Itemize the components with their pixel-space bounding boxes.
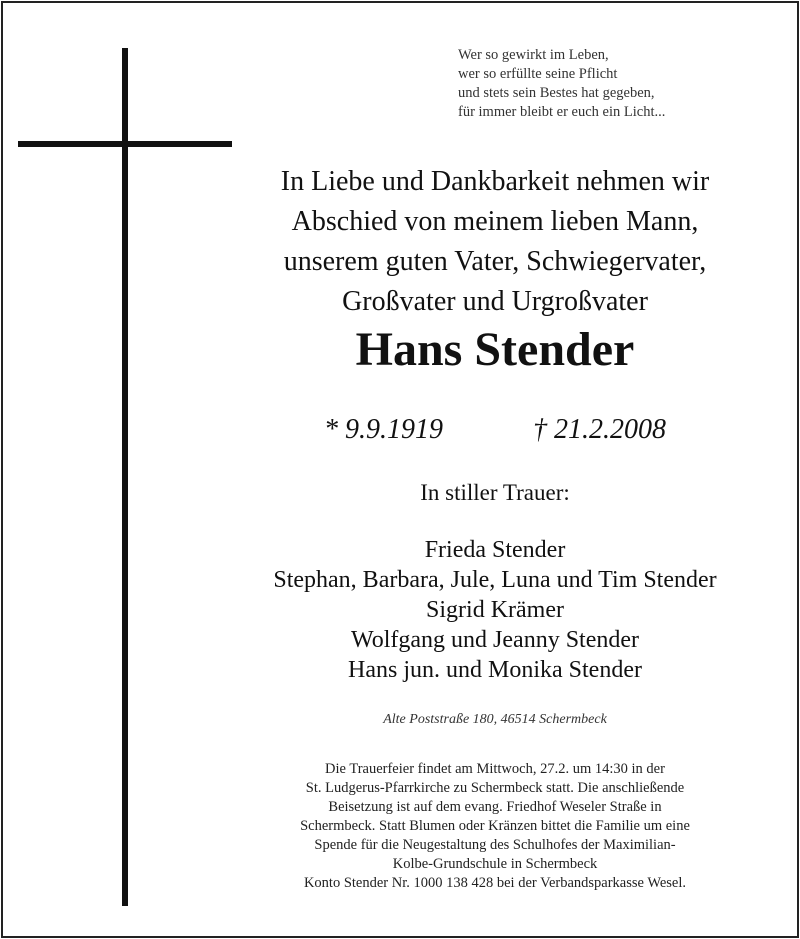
intro-line: Abschied von meinem lieben Mann,	[291, 206, 699, 237]
funeral-details	[190, 760, 800, 893]
family-member: Wolfgang und Jeanny Stender	[351, 627, 639, 653]
intro-line: unserem guten Vater, Schwiegervater,	[283, 246, 707, 277]
death-date: † 21.2.2008	[533, 414, 666, 445]
family-member: Stephan, Barbara, Jule, Luna und Tim Stender	[273, 567, 717, 593]
family-member: Sigrid Krämer	[426, 597, 564, 623]
poem-line: für immer bleibt er euch ein Licht...	[458, 104, 666, 120]
details-line: Spende für die Neugestaltung des Schulhofes der Maximilian-	[314, 837, 676, 853]
cross-vertical-bar	[122, 48, 128, 906]
details-line: Beisetzung ist auf dem evang. Friedhof Weseler Straße in	[328, 799, 662, 815]
mourning-label: In stiller Trauer:	[420, 480, 570, 505]
details-line: Die Trauerfeier findet am Mittwoch, 27.2. um 14:30 in der	[325, 761, 665, 777]
details-line: Kolbe-Grundschule in Schermbeck	[392, 856, 598, 872]
details-line: Schermbeck. Statt Blumen oder Kränzen bittet die Familie um eine	[300, 818, 690, 834]
life-dates	[190, 410, 800, 450]
family-list	[190, 535, 800, 685]
poem-line: Wer so gewirkt im Leben,	[458, 47, 609, 63]
details-line: St. Ludgerus-Pfarrkirche zu Schermbeck statt. Die anschließende	[305, 780, 685, 796]
poem-line: wer so erfüllte seine Pflicht	[458, 66, 618, 82]
cross-horizontal-bar	[18, 141, 232, 147]
details-line: Konto Stender Nr. 1000 138 428 bei der Verbandsparkasse Wesel.	[303, 875, 687, 891]
poem-line: und stets sein Bestes hat gegeben,	[458, 85, 655, 101]
intro-line: In Liebe und Dankbarkeit nehmen wir	[280, 166, 710, 197]
address: Alte Poststraße 180, 46514 Schermbeck	[383, 712, 607, 727]
intro-text	[190, 162, 800, 322]
family-member: Hans jun. und Monika Stender	[348, 657, 642, 683]
intro-line: Großvater und Urgroßvater	[342, 286, 648, 317]
poem	[458, 46, 665, 122]
family-member: Frieda Stender	[424, 537, 566, 563]
birth-date: * 9.9.1919	[324, 414, 443, 445]
deceased-name: Hans Stender	[355, 323, 635, 376]
